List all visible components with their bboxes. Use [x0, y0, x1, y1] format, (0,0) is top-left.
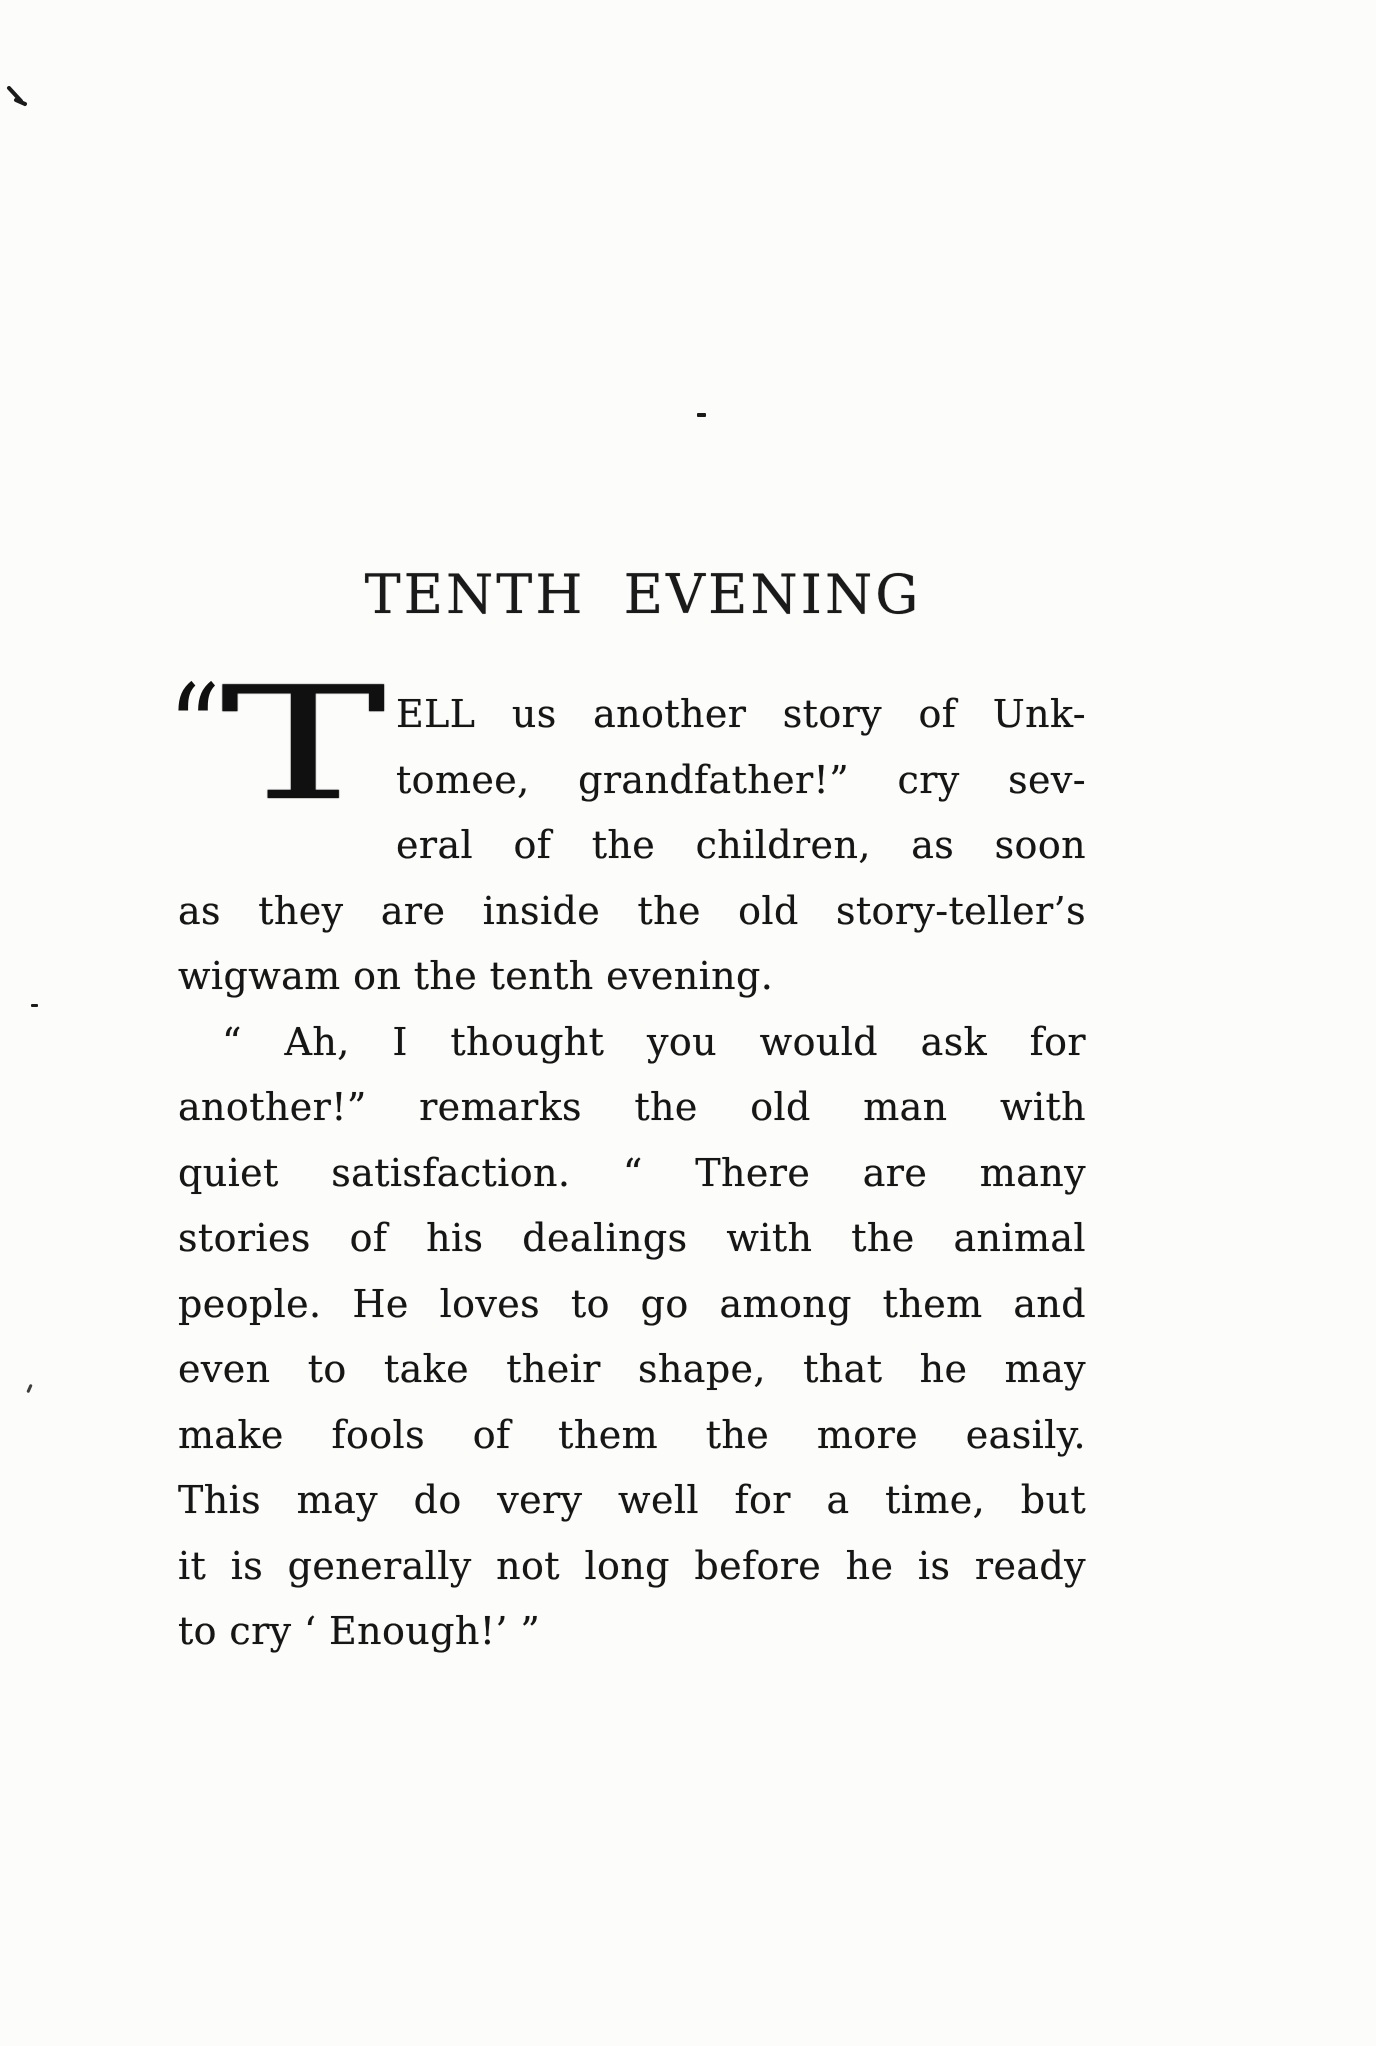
- paragraph2-line-8: This may do very well for a time, but: [178, 1478, 1086, 1522]
- ink-speck-top-center: [697, 413, 706, 417]
- paragraph2-line-9: it is generally not long before he is ready: [178, 1543, 1086, 1588]
- paragraph1-line-1: ELL us another story of Unk-: [396, 692, 1086, 736]
- paragraph2-line-4: stories of his dealings with the animal: [178, 1216, 1086, 1260]
- ink-speck-left-lower: [26, 1384, 32, 1393]
- ink-speck-left-margin: [31, 1004, 38, 1007]
- paragraph2-line-6: even to take their shape, that he may: [178, 1347, 1086, 1391]
- paragraph1-line-5: wigwam on the tenth evening.: [178, 954, 774, 998]
- paragraph1-line-4: as they are inside the old story-teller’s: [178, 888, 1086, 933]
- paragraph2-line-7: make fools of them the more easily.: [178, 1412, 1086, 1457]
- paragraph2-line-1: “ Ah, I thought you would ask for: [222, 1019, 1086, 1064]
- paragraph1-line-2: tomee, grandfather!” cry sev-: [396, 757, 1086, 802]
- chapter-heading: TENTH EVENING: [364, 563, 922, 626]
- paragraph2-line-10: to cry ‘ Enough!’ ”: [178, 1609, 541, 1653]
- drop-cap-letter: T: [220, 653, 387, 835]
- ink-speck-top-left: [6, 86, 32, 110]
- paragraph1-line-3: eral of the children, as soon: [396, 823, 1086, 867]
- open-quote-mark: “: [168, 660, 221, 799]
- paragraph2-line-3: quiet satisfaction. “ There are many: [178, 1150, 1086, 1195]
- paragraph2-line-5: people. He loves to go among them and: [178, 1281, 1086, 1326]
- paragraph2-line-2: another!” remarks the old man with: [178, 1085, 1086, 1129]
- text-column: [178, 682, 1086, 1665]
